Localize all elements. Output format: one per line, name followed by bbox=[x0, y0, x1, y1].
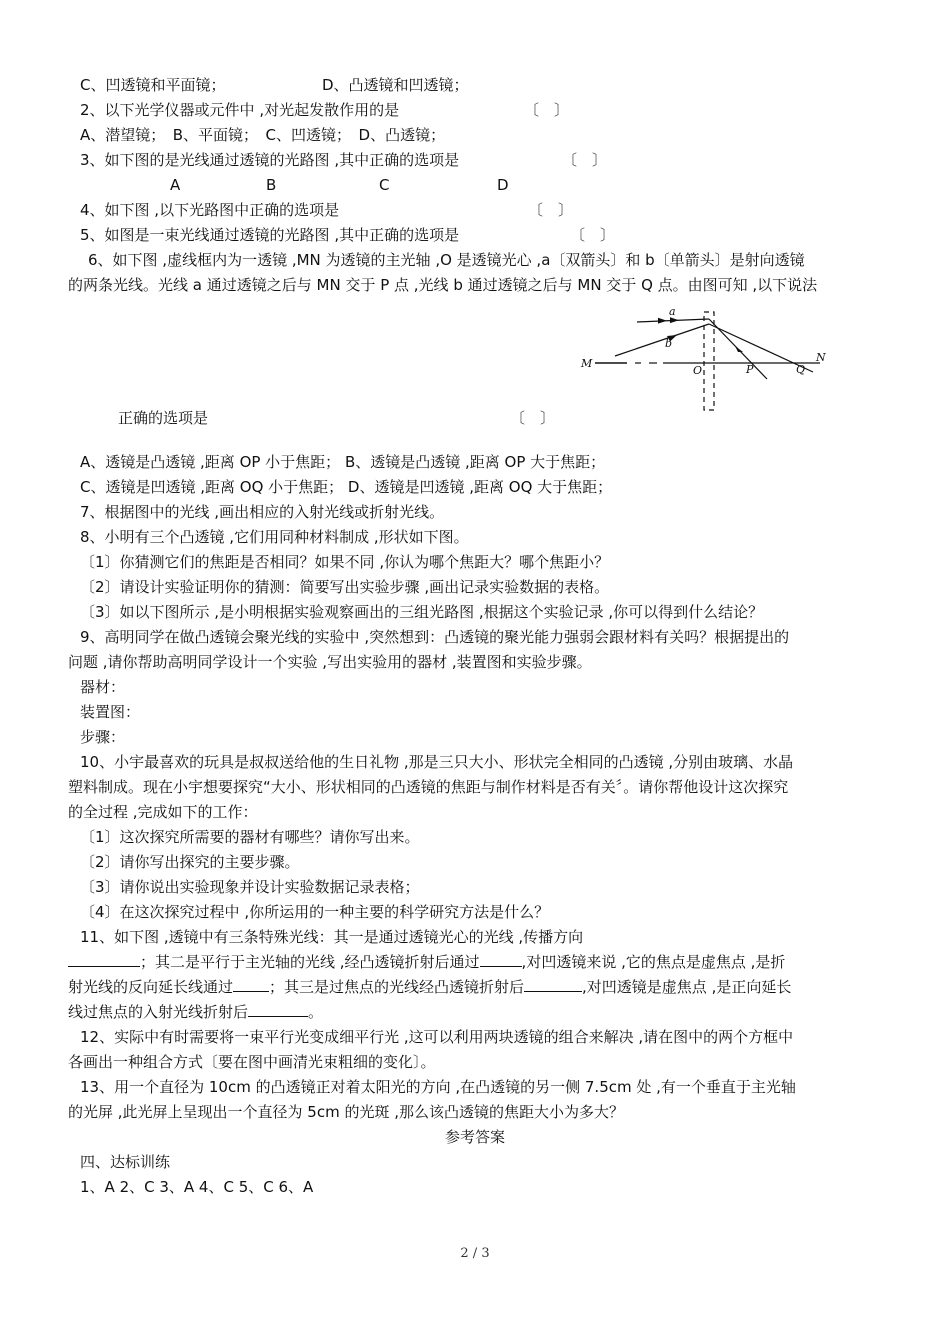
question-4: 4、如下图 ,以下光路图中正确的选项是 bbox=[80, 201, 340, 219]
question-10-part-4: 〔4〕在这次探究过程中 ,你所运用的一种主要的科学研究方法是什么？ bbox=[80, 903, 550, 921]
q11-text-3b: ；其三是过焦点的光线经凸透镜折射后 bbox=[269, 978, 525, 996]
q6-options-ab: A、透镜是凸透镜 ,距离 OP 小于焦距； B、透镜是凸透镜 ,距离 OP 大于焦距； bbox=[80, 453, 606, 471]
question-10-line-3: 的全过程 ,完成如下的工作： bbox=[68, 803, 258, 821]
q11-blank-1[interactable] bbox=[68, 952, 140, 967]
question-7: 7、根据图中的光线 ,画出相应的入射光线或折射光线。 bbox=[80, 503, 445, 521]
question-9-line-2: 问题 ,请你帮助高明同学设计一个实验 ,写出实验用的器材 ,装置图和实验步骤。 bbox=[68, 653, 592, 671]
label-m: M bbox=[581, 357, 593, 370]
question-5: 5、如图是一束光线通过透镜的光路图 ,其中正确的选项是 bbox=[80, 226, 460, 244]
q3-label-b: B bbox=[266, 176, 277, 194]
q9-equipment-label: 器材： bbox=[80, 678, 126, 696]
q1-option-d: D、凸透镜和凹透镜； bbox=[322, 76, 469, 94]
q9-steps-label: 步骤： bbox=[80, 728, 126, 746]
question-9-line-1: 9、高明同学在做凸透镜会聚光线的实验中 ,突然想到：凸透镜的聚光能力强弱会跟材料有关吗？根据提出的 bbox=[80, 628, 790, 646]
q2-answer-bracket: 〔 〕 bbox=[524, 101, 570, 119]
ray-a-arrow-1 bbox=[658, 318, 667, 324]
question-10-part-2: 〔2〕请你写出探究的主要步骤。 bbox=[80, 853, 300, 871]
q11-blank-3[interactable] bbox=[233, 977, 269, 992]
question-10-line-1: 10、小宇最喜欢的玩具是叔叔送给他的生日礼物 ,那是三只大小、形状完全相同的凸透镜 ,分别由玻璃、水晶 bbox=[80, 753, 794, 771]
lens-dashed-box bbox=[704, 312, 714, 410]
label-a: a bbox=[669, 305, 676, 318]
question-3: 3、如下图的是光线通过透镜的光路图 ,其中正确的选项是 bbox=[80, 151, 460, 169]
q4-answer-bracket: 〔 〕 bbox=[528, 201, 574, 219]
q6-options-cd: C、透镜是凹透镜 ,距离 OQ 小于焦距； D、透镜是凹透镜 ,距离 OQ 大于焦距； bbox=[80, 478, 613, 496]
q2-options: A、潜望镜； B、平面镜； C、凹透镜； D、凸透镜； bbox=[80, 126, 446, 144]
question-13-line-2: 的光屏 ,此光屏上呈现出一个直径为 5cm 的光斑 ,那么该凸透镜的焦距大小为多大？ bbox=[68, 1103, 625, 1121]
question-2: 2、以下光学仪器或元件中 ,对光起发散作用的是 bbox=[80, 101, 400, 119]
ray-b-incident bbox=[615, 324, 709, 356]
q9-setup-label: 装置图： bbox=[80, 703, 141, 721]
page-number: 2 / 3 bbox=[460, 1246, 490, 1261]
label-b: b bbox=[665, 337, 673, 350]
question-11-line-4 bbox=[68, 1002, 888, 1022]
answer-section-heading: 四、达标训练 bbox=[80, 1153, 171, 1171]
question-6-line-2: 的两条光线。光线 a 通过透镜之后与 MN 交于 P 点 ,光线 b 通过透镜之后与 MN 交于 Q 点。由图可知 ,以下说法 bbox=[68, 276, 818, 294]
answer-list: 1、A 2、C 3、A 4、C 5、C 6、A bbox=[80, 1178, 314, 1196]
q3-answer-bracket: 〔 〕 bbox=[562, 151, 608, 169]
label-q: Q bbox=[796, 363, 806, 376]
question-6-line-3: 正确的选项是 bbox=[118, 409, 209, 427]
question-11-line-2 bbox=[68, 952, 888, 972]
q11-blank-2[interactable] bbox=[480, 952, 522, 967]
question-13-line-1: 13、用一个直径为 10cm 的凸透镜正对着太阳光的方向 ,在凸透镜的另一侧 7.5cm 处 ,有一个垂直于主光轴 bbox=[80, 1078, 796, 1096]
label-n: N bbox=[816, 351, 826, 364]
ray-a-arrow-2 bbox=[670, 317, 679, 323]
q11-blank-4[interactable] bbox=[524, 977, 582, 992]
answer-key-title: 参考答案 bbox=[444, 1128, 505, 1146]
q11-text-2b: ,对凹透镜来说 ,它的焦点是虚焦点 ,是折 bbox=[521, 953, 786, 971]
q3-label-a: A bbox=[170, 176, 181, 194]
question-10-part-3: 〔3〕请你说出实验现象并设计实验数据记录表格； bbox=[80, 878, 420, 896]
q11-text-3a: 射光线的反向延长线通过 bbox=[68, 978, 234, 996]
q11-text-2a: ；其二是平行于主光轴的光线 ,经凸透镜折射后通过 bbox=[140, 953, 480, 971]
q5-answer-bracket: 〔 〕 bbox=[570, 226, 616, 244]
question-11-line-3 bbox=[68, 977, 888, 997]
question-6-line-1: 6、如下图 ,虚线框内为一透镜 ,MN 为透镜的主光轴 ,O 是透镜光心 ,a〔双箭头〕和 b〔单箭头〕是射向透镜 bbox=[88, 251, 805, 269]
q6-answer-bracket: 〔 〕 bbox=[510, 409, 556, 427]
q1-option-c: C、凹透镜和平面镜； bbox=[80, 76, 226, 94]
lens-ray-diagram bbox=[575, 300, 855, 415]
question-8-part-1: 〔1〕你猜测它们的焦距是否相同？如果不同 ,你认为哪个焦距大？哪个焦距小？ bbox=[80, 553, 610, 571]
q11-text-3c: ,对凹透镜是虚焦点 ,是正向延长 bbox=[582, 978, 792, 996]
question-10-line-2: 塑料制成。现在小宇想要探究“大小、形状相同的凸透镜的焦距与制作材料是否有关〞。请你帮他设计这次探究 bbox=[68, 778, 789, 796]
q3-label-c: C bbox=[379, 176, 390, 194]
question-11-line-1: 11、如下图 ,透镜中有三条特殊光线：其一是通过透镜光心的光线 ,传播方向 bbox=[80, 928, 584, 946]
q11-text-4: 线过焦点的入射光线折射后 bbox=[68, 1003, 249, 1021]
label-p: P bbox=[746, 363, 754, 376]
q1-options bbox=[80, 75, 900, 95]
q3-label-d: D bbox=[497, 176, 509, 194]
question-8-part-2: 〔2〕请设计实验证明你的猜测：简要写出实验步骤 ,画出记录实验数据的表格。 bbox=[80, 578, 610, 596]
question-8-part-3: 〔3〕如以下图所示 ,是小明根据实验观察画出的三组光路图 ,根据这个实验记录 ,你可以得到什么结论？ bbox=[80, 603, 764, 621]
q11-blank-5[interactable] bbox=[248, 1002, 308, 1017]
question-10-part-1: 〔1〕这次探究所需要的器材有哪些？请你写出来。 bbox=[80, 828, 420, 846]
question-12-line-1: 12、实际中有时需要将一束平行光变成细平行光 ,这可以利用两块透镜的组合来解决 ,请在图中的两个方框中 bbox=[80, 1028, 794, 1046]
question-8: 8、小明有三个凸透镜 ,它们用同种材料制成 ,形状如下图。 bbox=[80, 528, 469, 546]
question-12-line-2: 各画出一种组合方式〔要在图中画清光束粗细的变化〕。 bbox=[68, 1053, 436, 1071]
q11-text-4-end: 。 bbox=[308, 1003, 324, 1021]
label-o: O bbox=[693, 364, 703, 377]
